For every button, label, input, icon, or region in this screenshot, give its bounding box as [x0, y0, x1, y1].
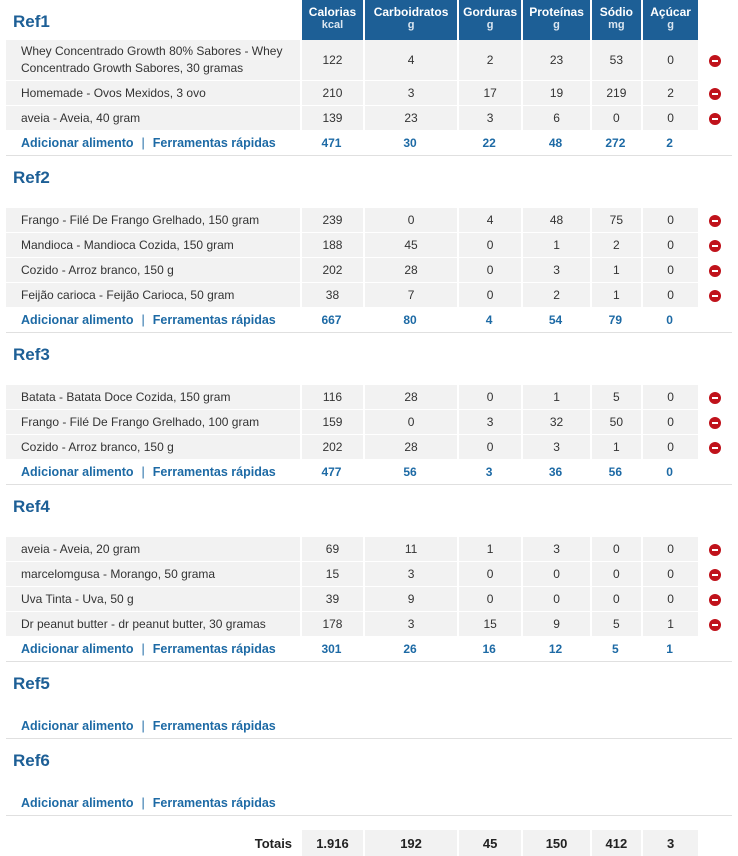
food-value: 188	[300, 233, 363, 258]
meal-total-value: 2	[641, 131, 699, 156]
food-value: 3	[363, 612, 457, 637]
food-value: 69	[300, 537, 363, 562]
meal-total-value: 12	[521, 637, 590, 662]
delete-cell	[698, 106, 732, 131]
food-value: 3	[363, 562, 457, 587]
food-name[interactable]: Homemade - Ovos Mexidos, 3 ovo	[6, 81, 300, 106]
grand-total-value: 412	[590, 830, 641, 856]
meal-total-value: 56	[363, 460, 457, 485]
quick-tools-link[interactable]: Ferramentas rápidas	[152, 465, 276, 479]
totals-spacer	[698, 308, 732, 333]
meal-title: Ref5	[13, 674, 50, 693]
column-header	[590, 0, 641, 40]
food-value: 0	[457, 385, 521, 410]
food-value: 0	[641, 410, 699, 435]
meal-header-row	[6, 333, 732, 385]
totals-spacer	[698, 131, 732, 156]
food-value: 1	[457, 537, 521, 562]
column-label: Açúcar	[650, 5, 691, 19]
minus-circle-icon[interactable]	[709, 392, 721, 404]
food-value: 0	[641, 385, 699, 410]
food-row	[6, 385, 732, 410]
food-value: 0	[590, 537, 641, 562]
link-separator: |	[141, 719, 145, 733]
food-value: 0	[521, 587, 590, 612]
meal-total-value	[521, 791, 590, 816]
column-header	[457, 0, 521, 40]
food-value: 1	[590, 435, 641, 460]
food-row	[6, 537, 732, 562]
food-value: 17	[457, 81, 521, 106]
meal-header-filler	[300, 333, 732, 385]
delete-cell	[698, 208, 732, 233]
meal-actions	[6, 637, 300, 662]
meal-total-value	[300, 791, 363, 816]
food-row	[6, 587, 732, 612]
grand-totals-spacer	[698, 830, 732, 856]
meal-title: Ref2	[13, 168, 50, 187]
food-value: 1	[590, 258, 641, 283]
meal-total-value	[641, 714, 699, 739]
meal-total-value: 0	[641, 308, 699, 333]
food-name[interactable]: Uva Tinta - Uva, 50 g	[6, 587, 300, 612]
link-separator: |	[141, 136, 145, 150]
food-value: 1	[641, 612, 699, 637]
column-unit: mg	[608, 19, 625, 31]
minus-circle-icon[interactable]	[709, 544, 721, 556]
meal-total-value: 477	[300, 460, 363, 485]
meal-total-value: 1	[641, 637, 699, 662]
meal-total-value	[590, 714, 641, 739]
column-label: Calorias	[308, 5, 357, 19]
column-label: Sódio	[599, 5, 634, 19]
meal-total-value: 0	[641, 460, 699, 485]
minus-circle-icon[interactable]	[709, 594, 721, 606]
minus-circle-icon[interactable]	[709, 442, 721, 454]
column-label: Carboidratos	[373, 5, 449, 19]
food-value: 0	[641, 587, 699, 612]
meal-total-value	[641, 791, 699, 816]
food-value: 202	[300, 258, 363, 283]
totals-spacer	[698, 460, 732, 485]
meal-title: Ref3	[13, 345, 50, 364]
column-header	[521, 0, 590, 40]
column-label: Proteínas	[529, 5, 584, 19]
food-name[interactable]: Frango - Filé De Frango Grelhado, 150 gram	[6, 208, 300, 233]
food-value: 11	[363, 537, 457, 562]
meal-total-value: 80	[363, 308, 457, 333]
meal-total-value: 5	[590, 637, 641, 662]
spacer-cell	[6, 816, 732, 830]
meal-header-filler	[300, 662, 732, 714]
diary-table	[6, 0, 732, 856]
add-food-link[interactable]: Adicionar alimento	[21, 136, 134, 150]
food-value: 28	[363, 385, 457, 410]
delete-cell	[698, 410, 732, 435]
minus-circle-icon[interactable]	[709, 265, 721, 277]
food-name[interactable]: Cozido - Arroz branco, 150 g	[6, 435, 300, 460]
meal-totals-row	[6, 460, 732, 485]
food-value: 3	[457, 106, 521, 131]
link-separator: |	[141, 465, 145, 479]
food-value: 0	[363, 410, 457, 435]
food-value: 32	[521, 410, 590, 435]
food-name[interactable]: aveia - Aveia, 40 gram	[6, 106, 300, 131]
delete-cell	[698, 258, 732, 283]
food-value: 0	[590, 106, 641, 131]
delete-cell	[698, 40, 732, 81]
food-value: 38	[300, 283, 363, 308]
food-row	[6, 562, 732, 587]
food-value: 4	[457, 208, 521, 233]
add-food-link[interactable]: Adicionar alimento	[21, 642, 134, 656]
meal-title: Ref6	[13, 751, 50, 770]
column-unit: kcal	[321, 19, 344, 31]
food-value: 5	[590, 612, 641, 637]
meal-total-value: 54	[521, 308, 590, 333]
food-value: 23	[521, 40, 590, 81]
delete-cell	[698, 283, 732, 308]
food-value: 3	[521, 537, 590, 562]
meal-total-value	[457, 791, 521, 816]
quick-tools-link[interactable]: Ferramentas rápidas	[152, 796, 276, 810]
minus-circle-icon[interactable]	[709, 240, 721, 252]
grand-total-value: 192	[363, 830, 457, 856]
delete-cell	[698, 612, 732, 637]
food-value: 139	[300, 106, 363, 131]
meal-title: Ref4	[13, 497, 50, 516]
meal-header-filler	[300, 156, 732, 208]
grand-totals-row	[6, 830, 732, 856]
totals-spacer	[698, 714, 732, 739]
food-value: 15	[457, 612, 521, 637]
food-value: 1	[590, 283, 641, 308]
food-value: 19	[521, 81, 590, 106]
spacer-row	[6, 816, 732, 830]
meal-totals-row	[6, 131, 732, 156]
minus-circle-icon[interactable]	[709, 55, 721, 67]
column-label: Gorduras	[463, 5, 518, 19]
meal-total-value	[521, 714, 590, 739]
food-value: 75	[590, 208, 641, 233]
food-value: 2	[521, 283, 590, 308]
food-value: 0	[590, 587, 641, 612]
food-value: 122	[300, 40, 363, 81]
column-header	[363, 0, 457, 40]
link-separator: |	[141, 796, 145, 810]
delete-cell	[698, 435, 732, 460]
meal-actions	[6, 460, 300, 485]
header-spacer	[698, 0, 732, 40]
meal-total-value	[457, 714, 521, 739]
meal-actions	[6, 131, 300, 156]
food-value: 9	[521, 612, 590, 637]
meal-total-value: 26	[363, 637, 457, 662]
minus-circle-icon[interactable]	[709, 417, 721, 429]
food-value: 1	[521, 385, 590, 410]
food-value: 2	[641, 81, 699, 106]
meal-total-value: 56	[590, 460, 641, 485]
meal-header-row	[6, 156, 732, 208]
food-value: 239	[300, 208, 363, 233]
food-row	[6, 208, 732, 233]
grand-total-value: 150	[521, 830, 590, 856]
food-name[interactable]: Whey Concentrado Growth 80% Sabores - Whey Concentrado Growth Sabores, 30 gramas	[6, 40, 300, 81]
meal-title: Ref1	[13, 12, 50, 31]
meal-totals-row	[6, 637, 732, 662]
food-value: 50	[590, 410, 641, 435]
add-food-link[interactable]: Adicionar alimento	[21, 313, 134, 327]
meal-total-value	[363, 791, 457, 816]
food-name[interactable]: Feijão carioca - Feijão Carioca, 50 gram	[6, 283, 300, 308]
food-value: 0	[457, 587, 521, 612]
column-header	[300, 0, 363, 40]
food-row	[6, 233, 732, 258]
quick-tools-link[interactable]: Ferramentas rápidas	[152, 313, 276, 327]
food-name[interactable]: Batata - Batata Doce Cozida, 150 gram	[6, 385, 300, 410]
link-separator: |	[141, 313, 145, 327]
food-row	[6, 435, 732, 460]
food-value: 53	[590, 40, 641, 81]
meal-header-row	[6, 739, 732, 791]
food-name[interactable]: Dr peanut butter - dr peanut butter, 30 gramas	[6, 612, 300, 637]
column-unit: g	[667, 19, 674, 31]
meal-actions	[6, 714, 300, 739]
minus-circle-icon[interactable]	[709, 569, 721, 581]
meal-header-filler	[300, 739, 732, 791]
column-unit: g	[486, 19, 494, 31]
meal-total-value	[590, 791, 641, 816]
column-unit: g	[407, 19, 415, 31]
food-value: 0	[363, 208, 457, 233]
food-row	[6, 81, 732, 106]
meal-total-value: 36	[521, 460, 590, 485]
delete-cell	[698, 81, 732, 106]
food-value: 0	[641, 283, 699, 308]
quick-tools-link[interactable]: Ferramentas rápidas	[152, 719, 276, 733]
food-value: 0	[457, 283, 521, 308]
add-food-link[interactable]: Adicionar alimento	[21, 796, 134, 810]
food-name[interactable]: Mandioca - Mandioca Cozida, 150 gram	[6, 233, 300, 258]
meal-total-value: 48	[521, 131, 590, 156]
food-value: 2	[457, 40, 521, 81]
food-value: 15	[300, 562, 363, 587]
meal-total-value: 30	[363, 131, 457, 156]
food-value: 4	[363, 40, 457, 81]
meal-header-row	[6, 0, 732, 40]
food-value: 48	[521, 208, 590, 233]
food-value: 116	[300, 385, 363, 410]
food-value: 0	[641, 233, 699, 258]
food-row	[6, 40, 732, 81]
meal-totals-row	[6, 308, 732, 333]
delete-cell	[698, 537, 732, 562]
food-name[interactable]: Frango - Filé De Frango Grelhado, 100 gram	[6, 410, 300, 435]
food-row	[6, 612, 732, 637]
food-value: 0	[641, 40, 699, 81]
food-value: 3	[457, 410, 521, 435]
delete-cell	[698, 233, 732, 258]
meal-actions	[6, 791, 300, 816]
food-value: 9	[363, 587, 457, 612]
meal-header-row	[6, 662, 732, 714]
add-food-link[interactable]: Adicionar alimento	[21, 719, 134, 733]
meal-total-value: 4	[457, 308, 521, 333]
quick-tools-link[interactable]: Ferramentas rápidas	[152, 642, 276, 656]
grand-total-value: 1.916	[300, 830, 363, 856]
food-value: 0	[641, 435, 699, 460]
food-value: 3	[521, 258, 590, 283]
minus-circle-icon[interactable]	[709, 290, 721, 302]
food-value: 219	[590, 81, 641, 106]
food-value: 6	[521, 106, 590, 131]
food-name[interactable]: marcelomgusa - Morango, 50 grama	[6, 562, 300, 587]
link-separator: |	[141, 642, 145, 656]
meal-total-value: 22	[457, 131, 521, 156]
food-value: 0	[641, 258, 699, 283]
meal-total-value	[363, 714, 457, 739]
meal-total-value: 301	[300, 637, 363, 662]
meal-header-row	[6, 485, 732, 537]
meal-totals-row	[6, 714, 732, 739]
meal-total-value: 667	[300, 308, 363, 333]
grand-totals-label: Totais	[6, 830, 300, 856]
food-value: 0	[641, 562, 699, 587]
minus-circle-icon[interactable]	[709, 215, 721, 227]
food-value: 3	[521, 435, 590, 460]
meal-total-value: 272	[590, 131, 641, 156]
grand-total-value: 45	[457, 830, 521, 856]
food-value: 39	[300, 587, 363, 612]
food-value: 178	[300, 612, 363, 637]
food-value: 7	[363, 283, 457, 308]
food-row	[6, 258, 732, 283]
minus-circle-icon[interactable]	[709, 88, 721, 100]
delete-cell	[698, 587, 732, 612]
food-value: 0	[641, 537, 699, 562]
totals-spacer	[698, 791, 732, 816]
meal-header-filler	[300, 485, 732, 537]
food-value: 0	[590, 562, 641, 587]
add-food-link[interactable]: Adicionar alimento	[21, 465, 134, 479]
meal-total-value: 16	[457, 637, 521, 662]
meal-totals-row	[6, 791, 732, 816]
meal-total-value	[300, 714, 363, 739]
food-row	[6, 410, 732, 435]
food-value: 0	[641, 208, 699, 233]
minus-circle-icon[interactable]	[709, 113, 721, 125]
food-row	[6, 283, 732, 308]
food-value: 23	[363, 106, 457, 131]
food-value: 0	[457, 435, 521, 460]
food-value: 0	[521, 562, 590, 587]
grand-total-value: 3	[641, 830, 699, 856]
food-value: 2	[590, 233, 641, 258]
food-value: 45	[363, 233, 457, 258]
column-header	[641, 0, 699, 40]
food-value: 210	[300, 81, 363, 106]
food-value: 3	[363, 81, 457, 106]
food-value: 202	[300, 435, 363, 460]
meal-total-value: 3	[457, 460, 521, 485]
food-value: 5	[590, 385, 641, 410]
column-unit: g	[553, 19, 560, 31]
food-value: 1	[521, 233, 590, 258]
totals-spacer	[698, 637, 732, 662]
minus-circle-icon[interactable]	[709, 619, 721, 631]
food-value: 159	[300, 410, 363, 435]
meal-total-value: 79	[590, 308, 641, 333]
meal-actions	[6, 308, 300, 333]
food-value: 0	[457, 258, 521, 283]
food-name[interactable]: aveia - Aveia, 20 gram	[6, 537, 300, 562]
food-value: 0	[457, 562, 521, 587]
food-value: 0	[457, 233, 521, 258]
food-value: 0	[641, 106, 699, 131]
food-value: 28	[363, 435, 457, 460]
delete-cell	[698, 562, 732, 587]
delete-cell	[698, 385, 732, 410]
quick-tools-link[interactable]: Ferramentas rápidas	[152, 136, 276, 150]
food-name[interactable]: Cozido - Arroz branco, 150 g	[6, 258, 300, 283]
food-row	[6, 106, 732, 131]
food-value: 28	[363, 258, 457, 283]
meal-total-value: 471	[300, 131, 363, 156]
